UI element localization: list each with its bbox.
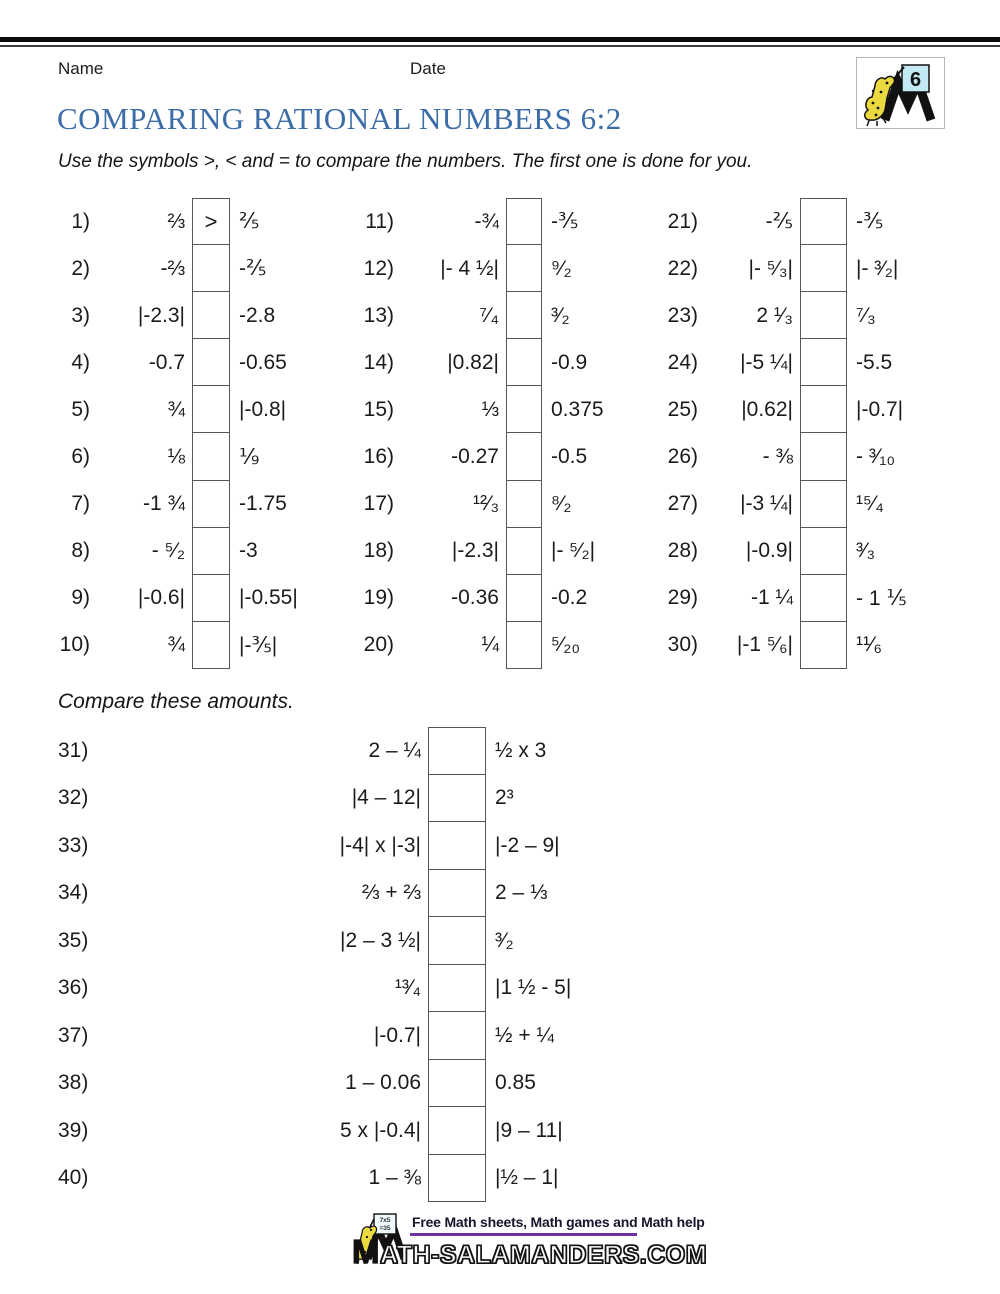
left-expression: |-4| x |-3|: [339, 833, 421, 857]
problem-number: 12): [363, 256, 394, 280]
problems-column-2: [356, 198, 652, 669]
problem-number: 1): [71, 209, 90, 233]
answer-box[interactable]: [506, 292, 542, 339]
left-expression: |-1 ⁵⁄₆|: [736, 633, 793, 657]
problem-number: 32): [58, 786, 89, 810]
problem-number: 39): [58, 1118, 89, 1142]
answer-box[interactable]: [428, 727, 486, 775]
problem-number: 37): [58, 1023, 89, 1047]
right-expression: -⅗: [856, 210, 884, 234]
problem-number: 34): [58, 881, 89, 905]
right-expression: ⁷⁄₃: [856, 303, 876, 327]
problem-number: 4): [71, 350, 90, 374]
answer-box[interactable]: [192, 622, 230, 669]
left-expression: |4 – 12|: [351, 786, 421, 810]
answer-box[interactable]: [800, 292, 847, 339]
right-expression: ⁹⁄₂: [551, 256, 572, 280]
problems-column-1: [56, 198, 350, 669]
right-expression: ¹⁵⁄₄: [856, 492, 884, 516]
right-expression: ½ + ¼: [495, 1023, 554, 1047]
problem-number: 13): [363, 303, 394, 327]
name-label: Name: [58, 59, 104, 78]
problem-number: 2): [71, 256, 90, 280]
left-expression: ¹²⁄₃: [472, 492, 499, 516]
right-expression: ³⁄₂: [551, 303, 570, 327]
right-expression: 0.85: [495, 1071, 536, 1095]
left-expression: -0.27: [451, 445, 499, 469]
problem-number: 33): [58, 833, 89, 857]
answer-box[interactable]: [800, 198, 847, 245]
right-expression: -2.8: [239, 303, 276, 327]
answer-box[interactable]: [506, 575, 542, 622]
problem-number: 3): [71, 303, 90, 327]
right-expression: ³⁄₂: [495, 928, 514, 952]
problem-number: 15): [363, 397, 394, 421]
problem-number: 18): [363, 539, 394, 563]
right-expression: -1.75: [239, 492, 287, 516]
left-expression: ⁷⁄₄: [479, 303, 499, 327]
answer-box[interactable]: [506, 339, 542, 386]
right-expression: -⅗: [551, 210, 579, 234]
problem-number: 31): [58, 738, 89, 762]
problem-number: 35): [58, 928, 89, 952]
problem-number: 11): [365, 209, 394, 233]
right-expression: |9 – 11|: [495, 1118, 563, 1142]
answer-box[interactable]: [428, 775, 486, 823]
problem-number: 19): [363, 586, 394, 610]
answer-box[interactable]: [506, 528, 542, 575]
left-expression: ⅓: [481, 397, 499, 421]
right-expression: 0.375: [551, 397, 604, 421]
answer-box[interactable]: [800, 339, 847, 386]
left-expression: |0.82|: [447, 350, 499, 374]
answer-box[interactable]: [800, 433, 847, 480]
answer-box[interactable]: [428, 822, 486, 870]
problem-number: 36): [58, 976, 89, 1000]
left-expression: |-0.6|: [137, 586, 185, 610]
answer-box[interactable]: [192, 339, 230, 386]
problem-number: 38): [58, 1071, 89, 1095]
answer-box[interactable]: [428, 1107, 486, 1155]
answer-box[interactable]: [192, 245, 230, 292]
left-expression: - ⁵⁄₂: [151, 539, 185, 563]
right-expression: |1 ½ - 5|: [495, 976, 572, 1000]
right-expression: |-0.55|: [239, 586, 298, 610]
problem-number: 20): [363, 633, 394, 657]
right-expression: -0.2: [551, 586, 588, 610]
left-expression: ¼: [481, 633, 499, 657]
left-expression: |-2.3|: [137, 303, 185, 327]
grade-logo: [856, 57, 945, 129]
right-expression: - ³⁄₁₀: [856, 445, 896, 469]
problem-number: 7): [71, 492, 90, 516]
answer-box[interactable]: [506, 386, 542, 433]
left-expression: 5 x |-0.4|: [340, 1118, 421, 1142]
left-expression: 2 – ¼: [368, 738, 421, 762]
problem-number: 16): [363, 445, 394, 469]
left-expression: |-0.9|: [745, 539, 793, 563]
answer-box[interactable]: [800, 575, 847, 622]
answer-box[interactable]: [800, 622, 847, 669]
right-expression: -0.9: [551, 350, 588, 374]
right-expression: -3: [239, 539, 258, 563]
problem-number: 9): [71, 586, 90, 610]
answer-box[interactable]: [192, 575, 230, 622]
problem-number: 28): [667, 539, 698, 563]
left-expression: |- ⁵⁄₃|: [748, 256, 793, 280]
left-expression: -1 ¾: [142, 492, 185, 516]
left-expression: - ⅜: [762, 445, 793, 469]
answer-box[interactable]: [506, 198, 542, 245]
problem-number: 29): [667, 586, 698, 610]
board-line-2: =35: [379, 1225, 391, 1232]
right-expression: |-0.7|: [856, 397, 904, 421]
right-expression: |- ⁵⁄₂|: [551, 539, 596, 563]
left-expression: ¾: [167, 633, 185, 657]
answer-box[interactable]: [428, 1012, 486, 1060]
grade-number: 6: [909, 69, 922, 91]
problem-number: 22): [667, 256, 698, 280]
answer-box[interactable]: [506, 245, 542, 292]
problem-number: 21): [667, 209, 698, 233]
right-expression: ³⁄₃: [856, 539, 876, 563]
left-expression: 1 – ⅜: [368, 1166, 421, 1190]
answer-box[interactable]: [800, 481, 847, 528]
right-expression: |½ – 1|: [495, 1166, 559, 1190]
left-expression: ¾: [167, 397, 185, 421]
answer-box[interactable]: [428, 870, 486, 918]
left-expression: ¹³⁄₄: [394, 976, 421, 1000]
salamander-grade-icon: [857, 58, 944, 128]
answer-box[interactable]: [428, 1155, 486, 1203]
answer-box[interactable]: [800, 245, 847, 292]
left-expression: ⅔: [167, 209, 185, 233]
answer-box[interactable]: [192, 481, 230, 528]
answer-box[interactable]: [800, 386, 847, 433]
left-expression: |- 4 ½|: [440, 256, 499, 280]
section2-heading: Compare these amounts.: [58, 690, 294, 713]
problem-number: 10): [59, 633, 90, 657]
right-expression: |-⅗|: [239, 633, 278, 657]
right-expression: |-0.8|: [239, 397, 287, 421]
answer-box[interactable]: [192, 528, 230, 575]
left-expression: |-0.7|: [373, 1023, 421, 1047]
left-expression: -0.7: [148, 350, 185, 374]
left-expression: 1 – 0.06: [345, 1071, 421, 1095]
left-expression: -0.36: [451, 586, 499, 610]
left-expression: -⅔: [160, 256, 185, 280]
left-expression: -⅖: [765, 210, 793, 234]
left-expression: |-3 ¼|: [740, 492, 793, 516]
left-expression: ⅔ + ⅔: [362, 881, 421, 905]
answer-box[interactable]: [192, 386, 230, 433]
left-expression: |0.62|: [741, 397, 793, 421]
right-expression: |- ³⁄₂|: [856, 256, 899, 280]
left-expression: |-2.3|: [451, 539, 499, 563]
answer-box[interactable]: [428, 1060, 486, 1108]
problem-number: 30): [667, 633, 698, 657]
problem-number: 17): [363, 492, 394, 516]
board-line-1: 7x5: [379, 1217, 391, 1224]
left-expression: ⅛: [167, 445, 185, 469]
right-expression: ⅑: [239, 445, 260, 469]
answer-box[interactable]: >: [192, 198, 230, 245]
problem-number: 6): [71, 445, 90, 469]
answer-box[interactable]: [428, 965, 486, 1013]
right-expression: -5.5: [856, 350, 893, 374]
right-expression: -0.65: [239, 350, 287, 374]
answer-box[interactable]: [506, 481, 542, 528]
right-expression: 2 – ⅓: [495, 881, 548, 905]
right-expression: ⁵⁄₂₀: [551, 633, 581, 657]
problem-number: 23): [667, 303, 698, 327]
answer-box[interactable]: [192, 433, 230, 480]
top-rule-thick: [0, 37, 1000, 42]
footer-tagline: Free Math sheets, Math games and Math help: [412, 1214, 705, 1230]
answer-box[interactable]: [506, 622, 542, 669]
date-label: Date: [410, 59, 446, 78]
right-expression: 2³: [495, 786, 514, 810]
right-expression: ½ x 3: [495, 738, 547, 762]
problem-number: 25): [667, 397, 698, 421]
problems-column-3: [658, 198, 959, 669]
problem-number: 40): [58, 1166, 89, 1190]
instructions-text: Use the symbols >, < and = to compare the numbers. The first one is done for you.: [58, 151, 753, 172]
page-title: COMPARING RATIONAL NUMBERS 6:2: [57, 101, 622, 136]
right-expression: ⅖: [239, 210, 260, 234]
right-expression: ¹¹⁄₆: [856, 633, 882, 657]
problem-number: 8): [71, 539, 90, 563]
right-expression: - 1 ⅕: [856, 586, 907, 610]
problem-number: 24): [667, 350, 698, 374]
problems-section-2: [58, 727, 776, 1202]
left-expression: |2 – 3 ½|: [340, 928, 421, 952]
left-expression: 2 ¹⁄₃: [756, 303, 793, 327]
top-rule-thin: [0, 45, 1000, 47]
right-expression: -⅖: [239, 257, 267, 281]
right-expression: ⁸⁄₂: [551, 492, 572, 516]
answer-box[interactable]: [506, 433, 542, 480]
answer-box[interactable]: [428, 917, 486, 965]
footer-site-name: MATH-SALAMANDERS.COM: [352, 1233, 708, 1270]
answer-box[interactable]: [800, 528, 847, 575]
problem-number: 26): [667, 445, 698, 469]
answer-box[interactable]: [192, 292, 230, 339]
left-expression: |-5 ¼|: [740, 350, 793, 374]
problem-number: 27): [667, 492, 698, 516]
left-expression: -1 ¼: [750, 586, 793, 610]
left-expression: -¾: [474, 209, 499, 233]
problem-number: 5): [71, 397, 90, 421]
problem-number: 14): [363, 350, 394, 374]
right-expression: |-2 – 9|: [495, 833, 560, 857]
right-expression: -0.5: [551, 445, 588, 469]
